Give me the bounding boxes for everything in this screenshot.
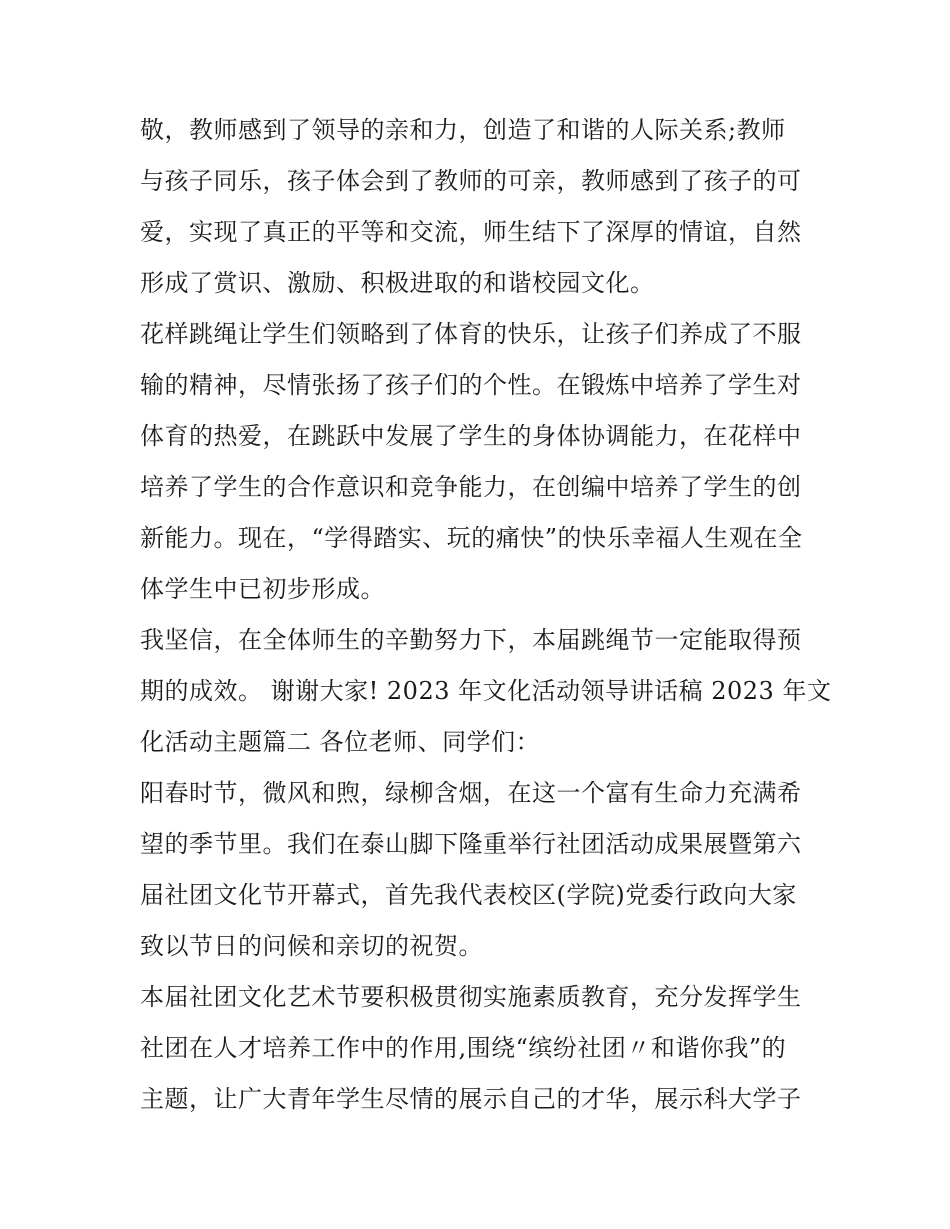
document-body (140, 105, 832, 1125)
text-line: 望的季节里。我们在泰山脚下隆重举行社团活动成果展暨第六 (140, 830, 802, 858)
text-line: 敬，教师感到了领导的亲和力，创造了和谐的人际关系;教师 (140, 116, 786, 144)
paragraph-3 (140, 615, 832, 768)
text-line: 培养了学生的合作意识和竞争能力，在创编中培养了学生的创 (140, 473, 802, 501)
paragraph-1 (140, 105, 820, 309)
text-line: 届社团文化节开幕式，首先我代表校区(学院)党委行政向大家 (140, 881, 797, 909)
text-line: 与孩子同乐，孩子体会到了教师的可亲，教师感到了孩子的可 (140, 167, 802, 195)
text-line: 阳春时节，微风和煦，绿柳含烟，在这一个富有生命力充满希 (140, 779, 802, 807)
text-line: 体学生中已初步形成。 (140, 575, 385, 603)
paragraph-4 (140, 768, 820, 972)
paragraph-2 (140, 309, 820, 615)
text-line: 社团在人才培养工作中的作用,围绕“缤纷社团〃和谐你我”的 (140, 1034, 787, 1062)
text-line: 花样跳绳让学生们领略到了体育的快乐，让孩子们养成了不服 (140, 320, 802, 348)
text-line: 致以节日的问候和亲切的祝贺。 (140, 932, 483, 960)
text-line: 我坚信，在全体师生的辛勤努力下，本届跳绳节一定能取得预 (140, 626, 802, 654)
text-line: 期的成效。 谢谢大家! 2023 年文化活动领导讲话稿 2023 年文 (140, 677, 832, 705)
text-line: 体育的热爱，在跳跃中发展了学生的身体协调能力，在花样中 (140, 422, 802, 450)
paragraph-5 (140, 972, 820, 1125)
text-line: 形成了赏识、激励、积极进取的和谐校园文化。 (140, 269, 655, 297)
text-line: 新能力。现在，“学得踏实、玩的痛快”的快乐幸福人生观在全 (140, 524, 803, 552)
text-line: 本届社团文化艺术节要积极贯彻实施素质教育，充分发挥学生 (140, 983, 802, 1011)
text-line: 化活动主题篇二 各位老师、同学们： (140, 728, 541, 756)
text-line: 输的精神，尽情张扬了孩子们的个性。在锻炼中培养了学生对 (140, 371, 802, 399)
text-line: 主题，让广大青年学生尽情的展示自己的才华，展示科大学子 (140, 1085, 802, 1113)
text-line: 爱，实现了真正的平等和交流，师生结下了深厚的情谊，自然 (140, 218, 802, 246)
